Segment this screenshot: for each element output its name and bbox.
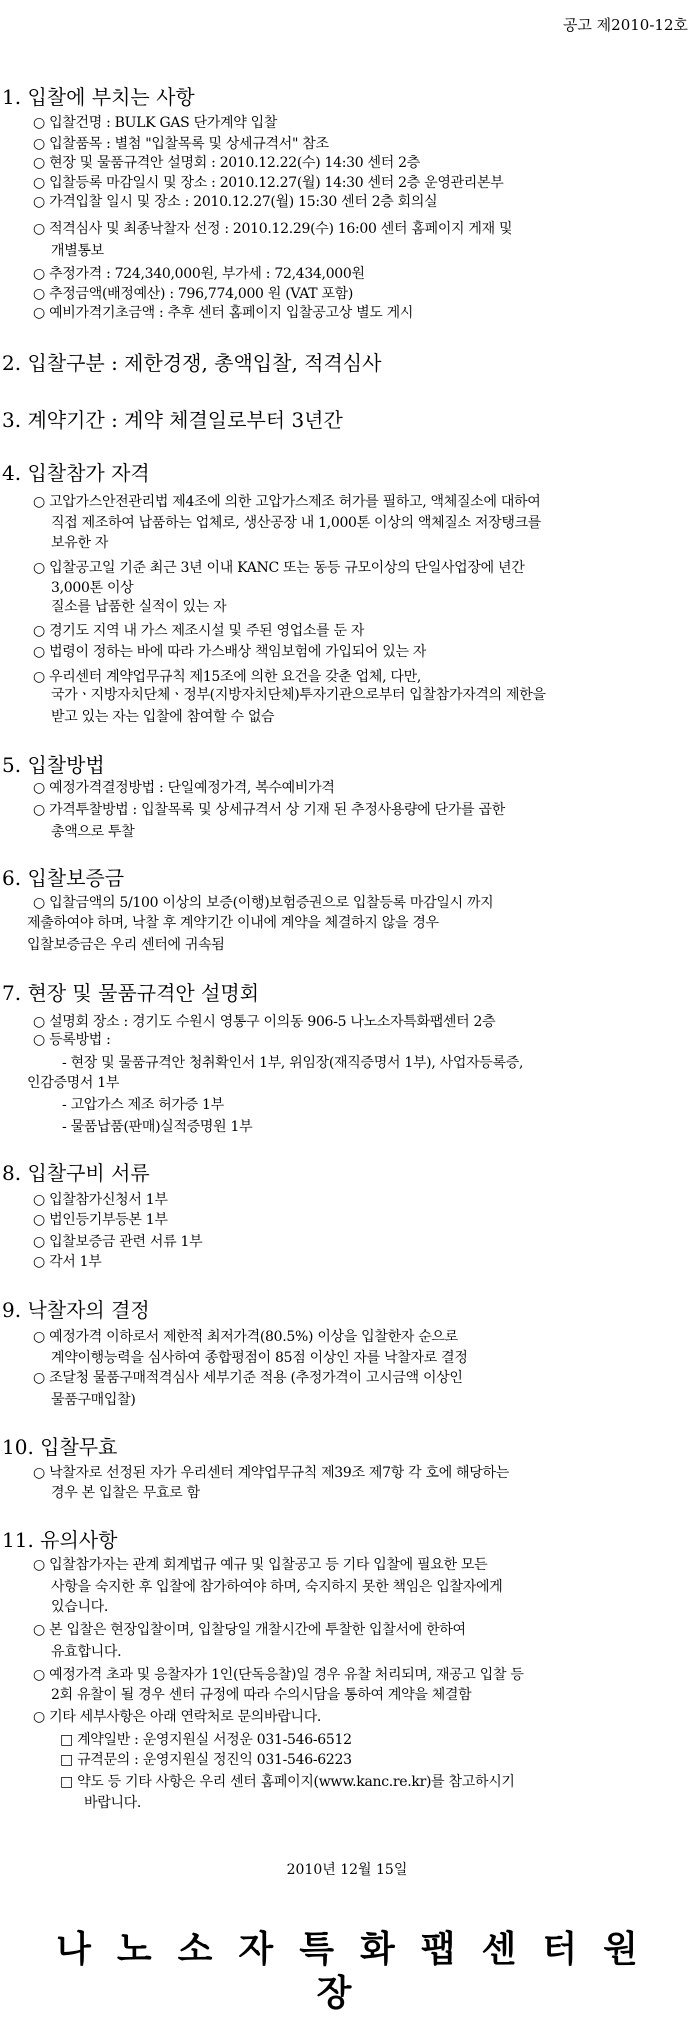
list-item-continuation: 경우 본 입찰은 무효로 함: [51, 1485, 200, 1501]
notice-number: 공고 제2010-12호: [562, 16, 688, 34]
list-item: ○ 추정금액(배정예산) : 796,774,000 원 (VAT 포함): [33, 286, 354, 302]
list-item-continuation: 유효합니다.: [51, 1644, 122, 1660]
sub-list-item: - 고압가스 제조 허가증 1부: [62, 1097, 224, 1113]
list-item: ○ 기타 세부사항은 아래 연락처로 문의바랍니다.: [33, 1709, 322, 1725]
issuer-title: 나노소자특화팹센터원장: [56, 1929, 664, 2014]
list-item: ○ 추정가격 : 724,340,000원, 부가세 : 72,434,000원: [33, 266, 365, 282]
list-item-continuation: 보유한 자: [51, 535, 109, 551]
list-item: ○ 입찰등록 마감일시 및 장소 : 2010.12.27(월) 14:30 센터 2층 운영관리본부: [33, 175, 504, 191]
sub-list-item: - 현장 및 물품규격안 청취확인서 1부, 위임장(재직증명서 1부), 사업자등록증,: [62, 1055, 524, 1071]
list-item: ○ 가격투찰방법 : 입찰목록 및 상세규격서 상 기재 된 추정사용량에 단가를 곱한: [33, 802, 505, 818]
list-item: ○ 경기도 지역 내 가스 제조시설 및 주된 영업소를 둔 자: [33, 623, 365, 639]
list-item: ○ 고압가스안전관리법 제4조에 의한 고압가스제조 허가를 필하고, 액체질소에 대하여: [33, 494, 541, 510]
section-7-heading: 7. 현장 및 물품규격안 설명회: [2, 981, 260, 1005]
list-item: ○ 각서 1부: [33, 1254, 102, 1270]
list-item: ○ 예정가격결정방법 : 단일예정가격, 복수예비가격: [33, 780, 335, 796]
list-item-continuation: 3,000톤 이상: [51, 580, 134, 596]
list-item: ○ 예비가격기초금액 : 추후 센터 홈페이지 입찰공고상 별도 게시: [33, 305, 414, 321]
contact-item: □ 규격문의 : 운영지원실 정진익 031-546-6223: [60, 1752, 352, 1768]
list-item: ○ 조달청 물품구매적격심사 세부기준 적용 (추정가격이 고시금액 이상인: [33, 1370, 463, 1386]
contact-item-continuation: 바랍니다.: [84, 1795, 142, 1811]
list-item-continuation: 개별통보: [51, 243, 104, 259]
list-item: ○ 예정가격 초과 및 응찰자가 1인(단독응찰)일 경우 유찰 처리되며, 재공고 입찰 등: [33, 1667, 524, 1683]
list-item-continuation: 국가ㆍ지방자치단체ㆍ정부(지방자치단체)투자기관으로부터 입찰참가자격의 제한을: [51, 687, 546, 703]
list-item-continuation: 사항을 숙지한 후 입찰에 참가하여야 하며, 숙지하지 못한 책임은 입찰자에게: [51, 1579, 503, 1595]
contact-item: □ 약도 등 기타 사항은 우리 센터 홈페이지(www.kanc.re.kr)를 참고하시기: [60, 1774, 515, 1790]
list-item: ○ 입찰품목 : 별첨 "입찰목록 및 상세규격서" 참조: [33, 136, 329, 152]
list-item-continuation: 받고 있는 자는 입찰에 참여할 수 없슴: [51, 709, 275, 725]
sub-list-item: - 물품납품(판매)실적증명원 1부: [62, 1119, 253, 1135]
section-11-heading: 11. 유의사항: [2, 1528, 118, 1552]
list-item: ○ 우리센터 계약업무규칙 제15조에 의한 요건을 갖춘 업체, 다만,: [33, 669, 422, 685]
contact-item: □ 계약일반 : 운영지원실 서정운 031-546-6512: [60, 1732, 352, 1748]
sub-list-item-continuation: 인감증명서 1부: [27, 1075, 120, 1091]
list-item: ○ 가격입찰 일시 및 장소 : 2010.12.27(월) 15:30 센터 2층 회의실: [33, 194, 438, 210]
section-8-heading: 8. 입찰구비 서류: [2, 1161, 150, 1185]
section-4-heading: 4. 입찰참가 자격: [2, 461, 150, 485]
list-item: ○ 입찰금액의 5/100 이상의 보증(이행)보험증권으로 입찰등록 마감일시 까지: [33, 895, 494, 911]
list-item: ○ 본 입찰은 현장입찰이며, 입찰당일 개찰시간에 투찰한 입찰서에 한하여: [33, 1622, 466, 1638]
list-item: ○ 낙찰자로 선정된 자가 우리센터 계약업무규칙 제39조 제7항 각 호에 해당하는: [33, 1465, 509, 1481]
list-item: ○ 입찰보증금 관련 서류 1부: [33, 1234, 203, 1250]
list-item: ○ 법인등기부등본 1부: [33, 1212, 168, 1228]
section-10-heading: 10. 입찰무효: [2, 1435, 118, 1459]
list-item-continuation: 2회 유찰이 될 경우 센터 규정에 따라 수의시담을 통하여 계약을 체결함: [51, 1687, 472, 1703]
list-item: ○ 적격심사 및 최종낙찰자 선정 : 2010.12.29(수) 16:00 센터 홈페이지 게재 및: [33, 221, 513, 237]
list-item-continuation: 물품구매입찰): [51, 1392, 136, 1408]
list-item-continuation: 계약이행능력을 심사하여 종합평점이 85점 이상인 자를 낙찰자로 결정: [51, 1350, 468, 1366]
list-item: ○ 등록방법 :: [33, 1032, 111, 1048]
section-1-heading: 1. 입찰에 부치는 사항: [2, 85, 195, 109]
list-item-continuation: 직접 제조하여 납품하는 업체로, 생산공장 내 1,000톤 이상의 액체질소 저장탱크를: [51, 515, 542, 531]
list-item: ○ 입찰참가자는 관계 회계법규 예규 및 입찰공고 등 기타 입찰에 필요한 모든: [33, 1557, 488, 1573]
list-item: ○ 입찰건명 : BULK GAS 단가계약 입찰: [33, 115, 278, 131]
notice-date: 2010년 12월 15일: [286, 1862, 408, 1878]
list-item: ○ 현장 및 물품규격안 설명회 : 2010.12.22(수) 14:30 센터 2층: [33, 155, 420, 171]
list-item-continuation: 제출하여야 하며, 낙찰 후 계약기간 이내에 계약을 체결하지 않을 경우: [27, 915, 439, 931]
list-item: ○ 입찰공고일 기준 최근 3년 이내 KANC 또는 동등 규모이상의 단일사업장에 년간: [33, 560, 525, 576]
list-item-continuation: 있습니다.: [51, 1599, 109, 1615]
list-item-continuation: 입찰보증금은 우리 센터에 귀속됨: [27, 937, 225, 953]
list-item-continuation: 총액으로 투찰: [51, 824, 135, 840]
section-6-heading: 6. 입찰보증금: [2, 866, 125, 890]
section-5-heading: 5. 입찰방법: [2, 753, 105, 777]
section-3-heading: 3. 계약기간 : 계약 체결일로부터 3년간: [2, 408, 343, 432]
section-9-heading: 9. 낙찰자의 결정: [2, 1298, 150, 1322]
list-item: ○ 예정가격 이하로서 제한적 최저가격(80.5%) 이상을 입찰한자 순으로: [33, 1329, 458, 1345]
list-item: ○ 법령이 정하는 바에 따라 가스배상 책임보험에 가입되어 있는 자: [33, 644, 427, 660]
section-2-heading: 2. 입찰구분 : 제한경쟁, 총액입찰, 적격심사: [2, 351, 382, 375]
list-item: ○ 설명회 장소 : 경기도 수원시 영통구 이의동 906-5 나노소자특화팹센터 2층: [33, 1014, 496, 1030]
list-item: ○ 입찰참가신청서 1부: [33, 1192, 168, 1208]
list-item-continuation: 질소를 납품한 실적이 있는 자: [51, 599, 227, 615]
